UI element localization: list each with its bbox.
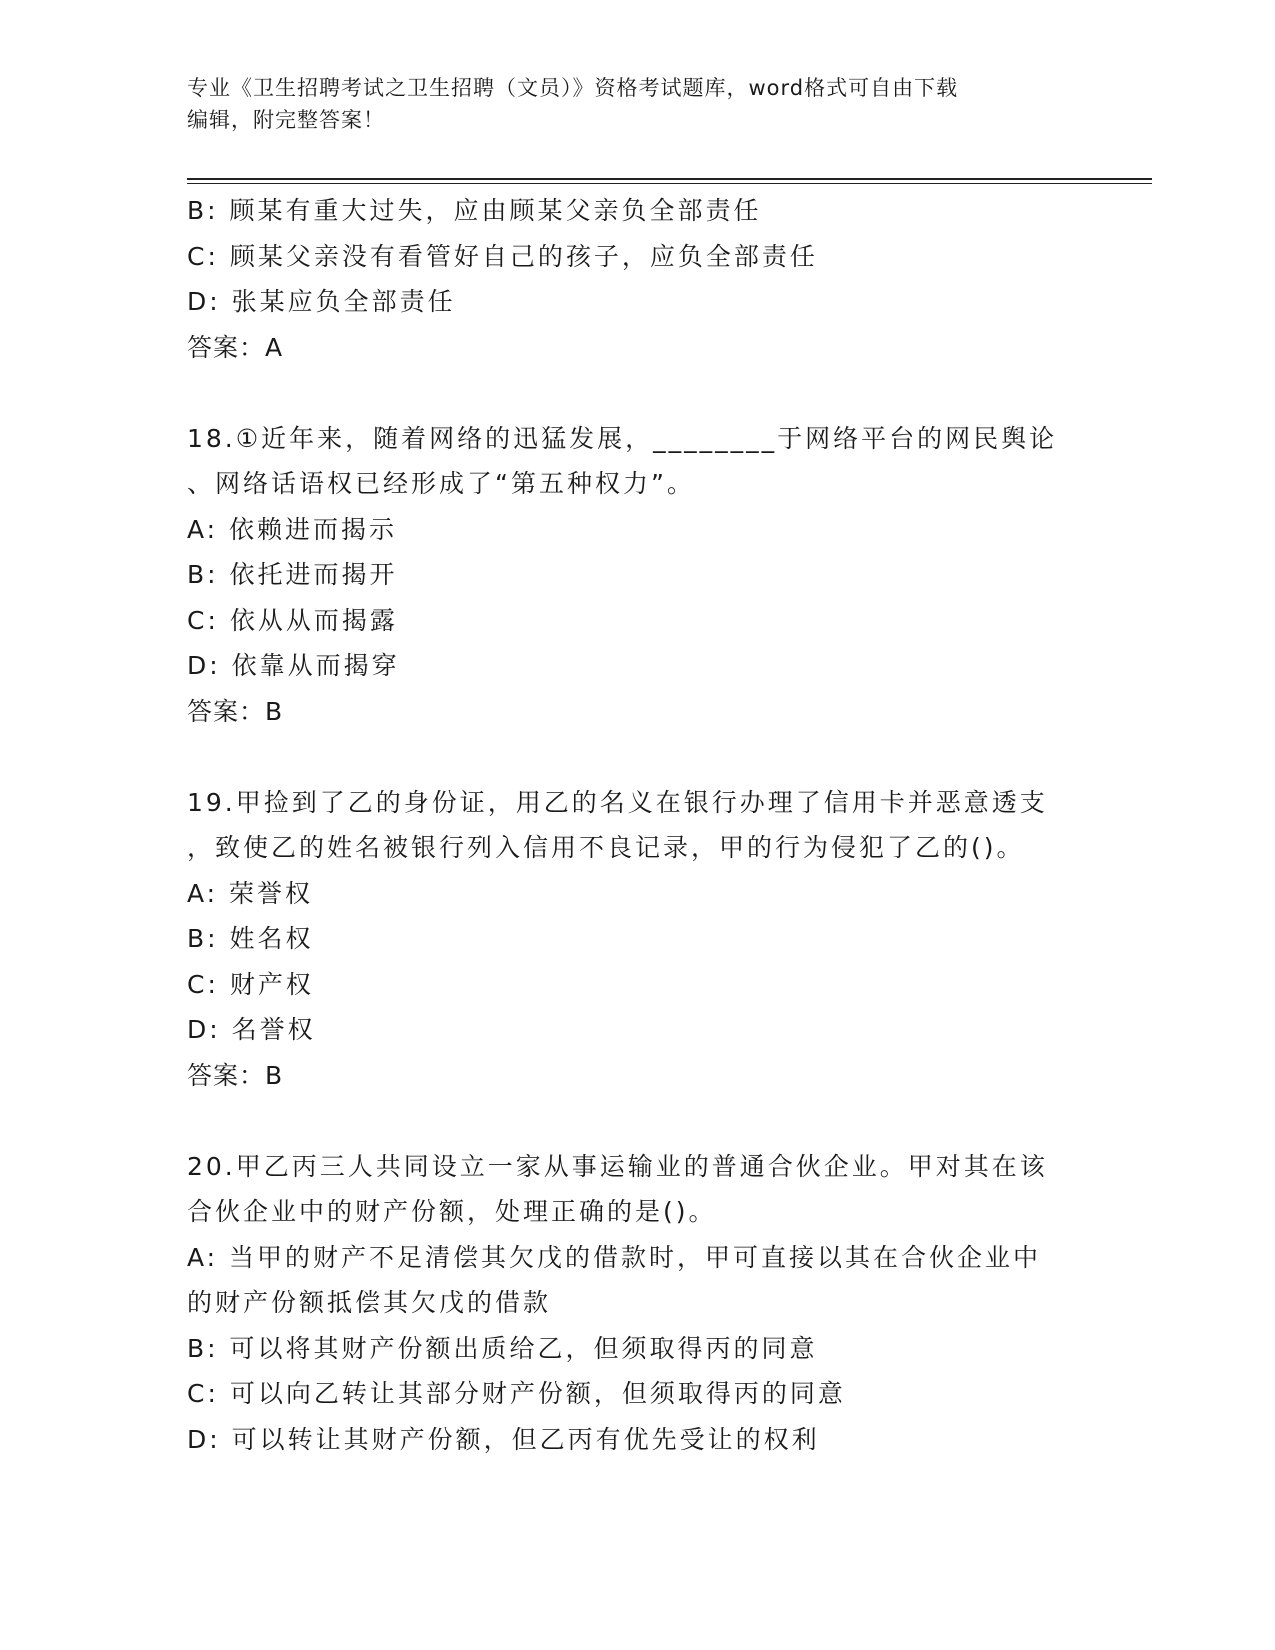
option-c: C: 可以向乙转让其部分财产份额，但须取得丙的同意 (187, 1379, 846, 1408)
option-a: A: 当甲的财产不足清偿其欠戊的借款时，甲可直接以其在合伙企业中 (187, 1242, 1042, 1272)
question-stem: 、网络话语权已经形成了“第五种权力”。 (187, 469, 695, 498)
spacer (187, 370, 1072, 416)
question-stem: ，致使乙的姓名被银行列入信用不良记录，甲的行为侵犯了乙的()。 (187, 833, 1025, 862)
header-line-1: 专业《卫生招聘考试之卫生招聘（文员）》资格考试题库，word格式可自由下载 (187, 76, 959, 100)
option-c: C: 依从从而揭露 (187, 605, 398, 635)
option-d: D: 张某应负全部责任 (187, 287, 456, 316)
option-d: D: 名誉权 (187, 1015, 316, 1044)
question-17-continued (187, 188, 1072, 370)
question-20 (187, 1144, 1072, 1463)
answer-label: 答案：B (187, 696, 284, 726)
question-stem: 合伙企业中的财产份额，处理正确的是()。 (187, 1197, 717, 1226)
question-19 (187, 780, 1072, 1099)
spacer (187, 1098, 1072, 1144)
header-line-2: 编辑，附完整答案！ (187, 108, 385, 132)
question-18 (187, 416, 1072, 735)
question-content (187, 188, 1072, 1462)
option-b: B: 可以将其财产份额出质给乙，但须取得丙的同意 (187, 1333, 818, 1363)
answer-label: 答案：B (187, 1060, 284, 1090)
option-c: C: 财产权 (187, 969, 314, 999)
spacer (187, 734, 1072, 780)
option-d: D: 依靠从而揭穿 (187, 651, 400, 680)
option-d: D: 可以转让其财产份额，但乙丙有优先受让的权利 (187, 1424, 820, 1454)
question-stem: 20.甲乙丙三人共同设立一家从事运输业的普通合伙企业。甲对其在该 (187, 1151, 1048, 1181)
option-b: B: 依托进而揭开 (187, 560, 398, 589)
header-divider-thick (187, 178, 1152, 180)
question-stem: 18.①近年来，随着网络的迅猛发展，________于网络平台的网民舆论 (187, 423, 1058, 453)
header-divider-thin (187, 183, 1152, 184)
option-b: B: 姓名权 (187, 924, 314, 953)
option-c: C: 顾某父亲没有看管好自己的孩子，应负全部责任 (187, 241, 818, 271)
question-stem: 19.甲捡到了乙的身份证，用乙的名义在银行办理了信用卡并恶意透支 (187, 787, 1048, 817)
option-a: A: 依赖进而揭示 (187, 514, 398, 544)
option-a-continued: 的财产份额抵偿其欠戊的借款 (187, 1288, 552, 1317)
option-b: B: 顾某有重大过失，应由顾某父亲负全部责任 (187, 196, 762, 225)
option-a: A: 荣誉权 (187, 878, 314, 908)
document-header (187, 72, 1087, 136)
answer-label: 答案：A (187, 332, 284, 362)
